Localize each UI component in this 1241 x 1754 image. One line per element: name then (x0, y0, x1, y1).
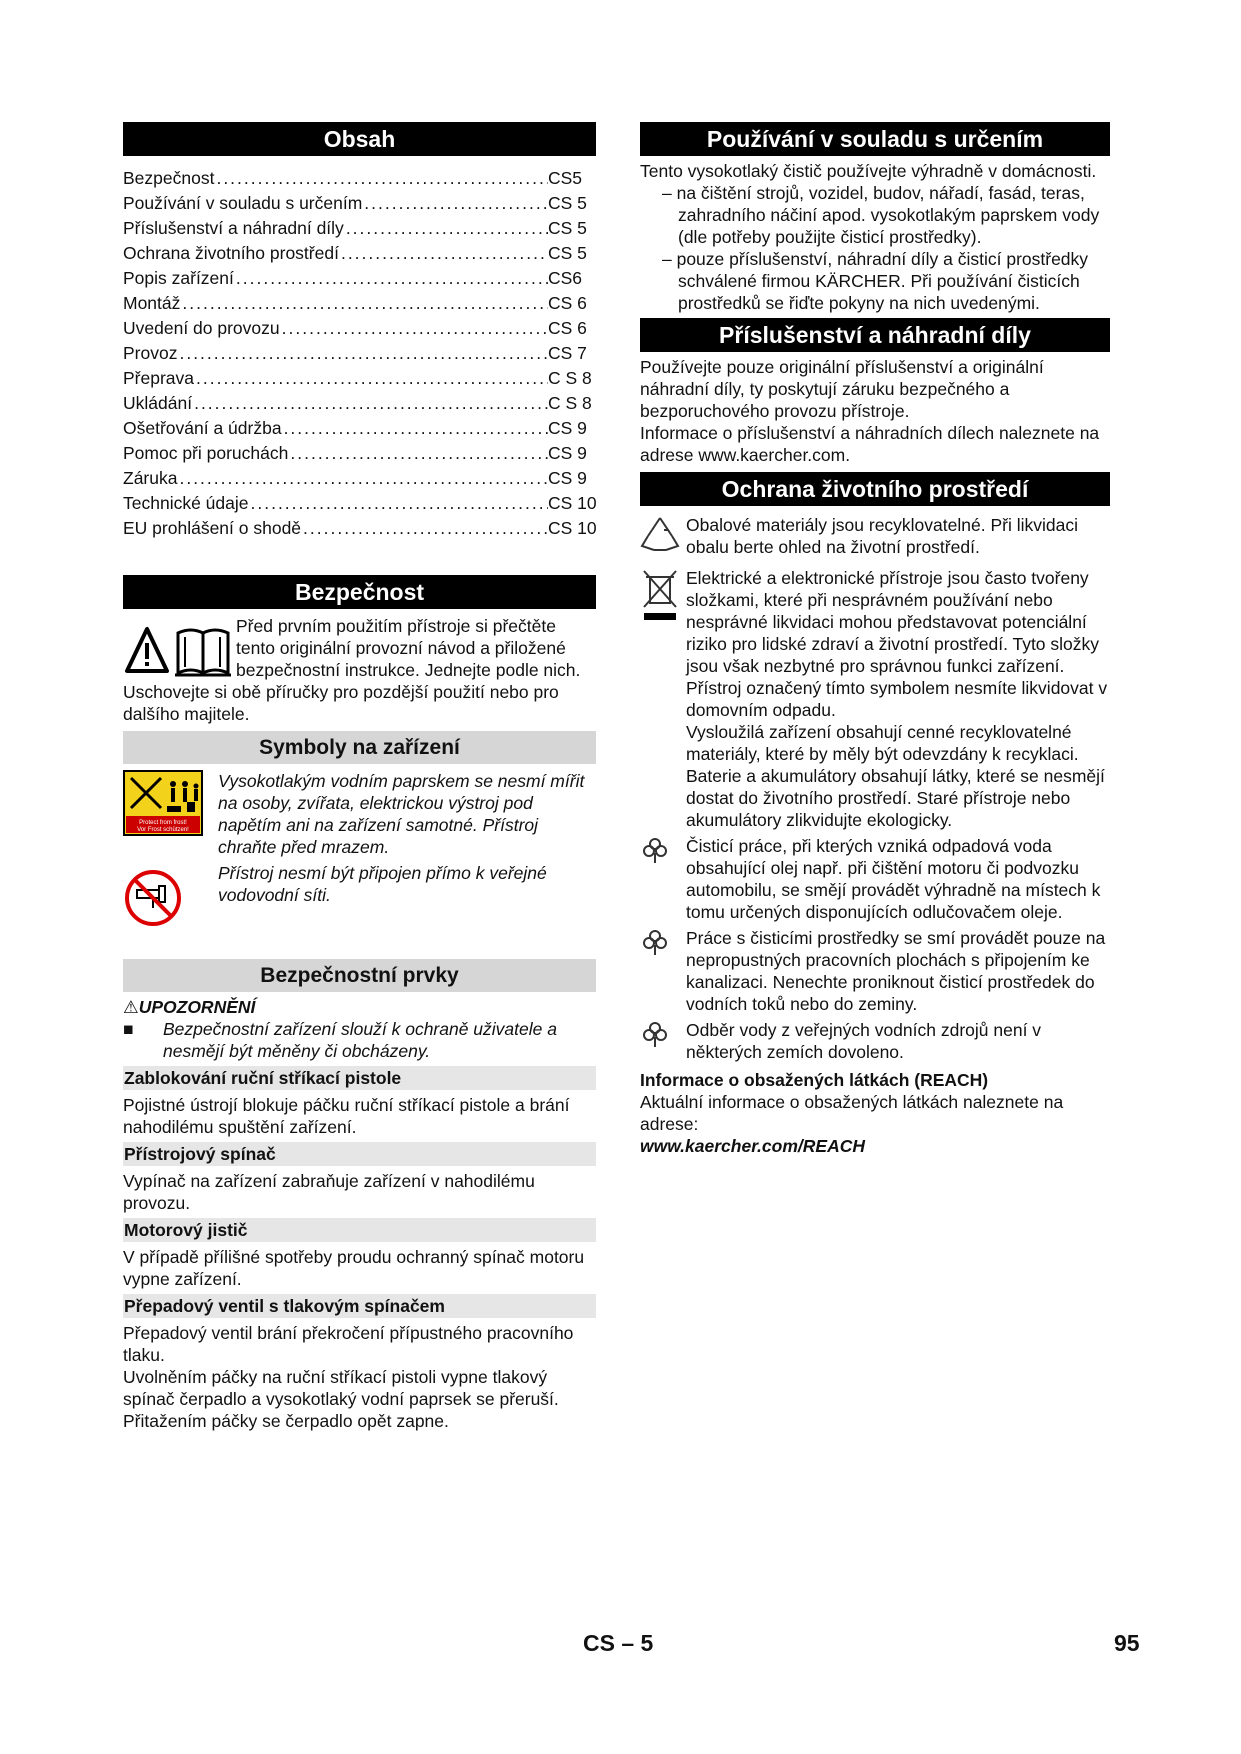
toc-leader-dots (249, 491, 549, 516)
toc-entry-page: CS 5 (548, 218, 587, 238)
toc-entry[interactable] (123, 341, 596, 366)
toc-entry[interactable] (123, 366, 596, 391)
env-text-2: Elektrické a elektronické přístroje jsou často tvořeny složkami, které při nesprávném používání nebo nesprávné likvidaci mohou představovat potenciální riziko pro lidské zdraví a životní prostředí. Tyto složky jsou však nezbytné pro správnou funkci zařízení. Přístroj označený tímto symbolem nesmíte likvidovat v domovním odpadu. (686, 568, 1108, 720)
toc-entry-label: Montáž (123, 293, 181, 313)
usage-item-2: – pouze příslušenství, náhradní díly a čisticí prostředky schválené firmou KÄRCHER. Při používání čisticích prostředků se řiďte pokyny na nich uvedenými. (662, 249, 1089, 313)
toc-entry-label: Bezpečnost (123, 168, 215, 188)
env-weee-texts (686, 567, 1116, 831)
symbol1-text: Vysokotlakým vodním paprskem se nesmí mířit na osoby, zvířata, elektrickou výstroj pod napětím ani na zařízení samotné. Přístroj chraňte před mrazem. (218, 771, 585, 857)
accessories-text-2: Informace o příslušenství a náhradních dílech naleznete na adrese www.kaercher.com. (640, 423, 1100, 465)
env-row-recycle (640, 514, 1116, 561)
toc-entry-page: CS 7 (548, 343, 587, 363)
environment-leaf-icon-2 (640, 927, 686, 1015)
symbol-row-1 (123, 770, 596, 858)
toc-entry[interactable] (123, 391, 596, 416)
env-row-weee (640, 567, 1116, 831)
toc-leader-dots (280, 316, 548, 341)
env-text-5: Práce s čisticími prostředky se smí provádět pouze na nepropustných pracovních plochách s připojením ke kanalizaci. Nenechte proniknout čisticí prostředek do vodních toků nebo do zeminy. (686, 928, 1106, 1014)
accessories-text-1: Používejte pouze originální příslušenství a originální náhradní díly, ty poskytují záruku bezpečného a bezporuchového provozu přístroje. (640, 357, 1044, 421)
symbols-heading: Symboly na zařízení (123, 731, 596, 764)
toc-entry-page: CS 10 (548, 493, 597, 513)
reach-heading: Informace o obsažených látkách (REACH) (640, 1070, 989, 1090)
safety-heading: Bezpečnost (123, 575, 596, 609)
footer-page-number: 95 (1114, 1630, 1140, 1656)
env-row-water (640, 1019, 1116, 1063)
motor-breaker-text: V případě přílišné spotřeby proudu ochranný spínač motoru vypne zařízení. (123, 1247, 585, 1289)
env-text-6: Odběr vody z veřejných vodních zdrojů není v některých zemích dovoleno. (686, 1020, 1042, 1062)
toc-entry[interactable] (123, 266, 596, 291)
motor-breaker-heading: Motorový jistič (123, 1218, 596, 1242)
toc-entry-label: EU prohlášení o shodě (123, 518, 302, 538)
toc-entry-page: CS 10 (548, 518, 597, 538)
env-text-1: Obalové materiály jsou recyklovatelné. Při likvidaci obalu berte ohled na životní prostředí. (686, 515, 1078, 557)
safety-intro-text: Před prvním použitím přístroje si přečtěte tento originální provozní návod a přiložené bezpečnostní instrukce. Jednejte podle nich. Uschovejte si obě příručky pro pozdější použití nebo pro dalšího majitele. (123, 616, 581, 724)
toc-entry-page: CS 5 (548, 243, 587, 263)
usage-heading: Používání v souladu s určením (640, 122, 1110, 156)
environment-leaf-icon-1 (640, 835, 686, 923)
toc-entry-label: Příslušenství a náhradní díly (123, 218, 344, 238)
frost-label-de: Vor Frost schützen! (137, 827, 189, 833)
env-row-detergent (640, 927, 1116, 1015)
usage-intro: Tento vysokotlaký čistič používejte výhradně v domácnosti. (640, 161, 1097, 181)
toc-leader-dots (344, 216, 548, 241)
toc-entry-page: CS6 (548, 268, 583, 288)
overflow-valve-text-2: Uvolněním páčky na ruční stříkací pistoli vypne tlakový spínač čerpadlo a vysokotlaký vodní paprsek se přeruší. Přitažením páčky se čerpadlo opět zapne. (123, 1367, 559, 1431)
symbol-row-2 (123, 862, 596, 933)
toc-leader-dots (288, 441, 548, 466)
toc-entry[interactable] (123, 516, 596, 541)
toc-leader-dots (339, 241, 548, 266)
recycle-icon (640, 514, 686, 561)
accessories-heading: Příslušenství a náhradní díly (640, 318, 1110, 352)
toc-entry-label: Popis zařízení (123, 268, 234, 288)
toc-entry-label: Pomoc při poruchách (123, 443, 289, 463)
toc-leader-dots (301, 516, 548, 541)
warning-label: UPOZORNĚNÍ (138, 997, 256, 1017)
toc-entry[interactable] (123, 291, 596, 316)
toc-leader-dots (194, 366, 548, 391)
toc-entry-page: CS 9 (548, 418, 587, 438)
toc-entry-page: C S 8 (548, 368, 592, 388)
toc-entry-label: Technické údaje (123, 493, 249, 513)
toc-entry-label: Záruka (123, 468, 178, 488)
toc-entry[interactable] (123, 241, 596, 266)
toc-leader-dots (180, 291, 548, 316)
toc-entry-label: Uvedení do provozu (123, 318, 280, 338)
env-text-3: Vysloužilá zařízení obsahují cenné recyklovatelné materiály, které by měly být odevzdány k recyklaci. Baterie a akumulátory obsahují látky, které se nesmějí dostat do životního prostředí. Staré přístroje nebo akumulátory zlikvidujte ekologicky. (686, 722, 1105, 830)
device-switch-text: Vypínač na zařízení zabraňuje zařízení v nahodilému provozu. (123, 1171, 535, 1213)
toc-entry-label: Přeprava (123, 368, 195, 388)
toc-entry-page: CS 9 (548, 468, 587, 488)
toc-entry-page: CS 6 (548, 293, 587, 313)
toc-entry[interactable] (123, 441, 596, 466)
symbol2-text: Přístroj nesmí být připojen přímo k veřejné vodovodní síti. (218, 863, 547, 905)
warning-triangle-icon: ⚠ (123, 997, 139, 1017)
toc-entry-label: Provoz (123, 343, 178, 363)
toc-entry-label: Používání v souladu s určením (123, 193, 363, 213)
crossed-bin-icon (640, 567, 686, 831)
left-column (123, 122, 596, 1432)
toc-leader-dots (177, 341, 548, 366)
toc-entry-label: Ošetřování a údržba (123, 418, 282, 438)
usage-item-1: – na čištění strojů, vozidel, budov, nářadí, fasád, teras, zahradního náčiní apod. vysokotlakým paprskem vody (dle potřeby použijte čisticí prostředky). (662, 183, 1100, 247)
toc-leader-dots (234, 266, 548, 291)
gun-lock-heading: Zablokování ruční stříkací pistole (123, 1066, 596, 1090)
toc-leader-dots (192, 391, 548, 416)
table-of-contents (123, 166, 596, 541)
toc-entry-page: C S 8 (548, 393, 592, 413)
manual-warning-icon (123, 621, 236, 681)
toc-leader-dots (214, 166, 548, 191)
device-switch-heading: Přístrojový spínač (123, 1142, 596, 1166)
overflow-valve-heading: Přepadový ventil s tlakovým spínačem (123, 1294, 596, 1318)
toc-entry[interactable] (123, 416, 596, 441)
reach-url[interactable]: www.kaercher.com/REACH (640, 1136, 865, 1156)
environment-leaf-icon-3 (640, 1019, 686, 1063)
toc-leader-dots (362, 191, 548, 216)
toc-entry-page: CS 9 (548, 443, 587, 463)
no-spray-frost-icon (123, 770, 218, 858)
toc-entry-page: CS5 (548, 168, 583, 188)
toc-entry[interactable] (123, 216, 596, 241)
warning-label-row (123, 996, 596, 1018)
env-row-oil (640, 835, 1116, 923)
toc-entry[interactable] (123, 166, 596, 191)
frost-label-en: Protect from frost! (139, 820, 187, 826)
safety-elements-heading: Bezpečnostní prvky (123, 959, 596, 992)
environment-heading: Ochrana životního prostředí (640, 472, 1110, 506)
warning-text: Bezpečnostní zařízení slouží k ochraně uživatele a nesmějí být měněny či obcházeny. (163, 1019, 557, 1061)
toc-entry[interactable] (123, 191, 596, 216)
right-column (640, 122, 1116, 1157)
toc-heading: Obsah (123, 122, 596, 156)
toc-entry-label: Ochrana životního prostředí (123, 243, 339, 263)
toc-entry-page: CS 5 (548, 193, 587, 213)
toc-entry-page: CS 6 (548, 318, 587, 338)
toc-entry[interactable] (123, 316, 596, 341)
no-public-water-icon (123, 862, 218, 933)
square-bullet-icon: ■ (123, 1019, 134, 1039)
toc-leader-dots (282, 416, 548, 441)
toc-leader-dots (177, 466, 548, 491)
warning-item (123, 1018, 596, 1062)
toc-entry[interactable] (123, 466, 596, 491)
footer-section-page: CS – 5 (583, 1630, 654, 1656)
overflow-valve-text-1: Přepadový ventil brání překročení přípustného pracovního tlaku. (123, 1323, 574, 1365)
toc-entry-label: Ukládání (123, 393, 193, 413)
env-text-4: Čisticí práce, při kterých vzniká odpadová voda obsahující olej např. při čištění motoru či podvozku automobilu, se smějí provádět výhradně na místech k tomu určených disponujících odlučovačem oleje. (686, 836, 1101, 922)
gun-lock-text: Pojistné ústrojí blokuje páčku ruční stříkací pistole a brání nahodilému spuštění zařízení. (123, 1095, 570, 1137)
safety-intro-block (123, 615, 596, 725)
reach-text: Aktuální informace o obsažených látkách naleznete na adrese: (640, 1092, 1064, 1134)
toc-entry[interactable] (123, 491, 596, 516)
